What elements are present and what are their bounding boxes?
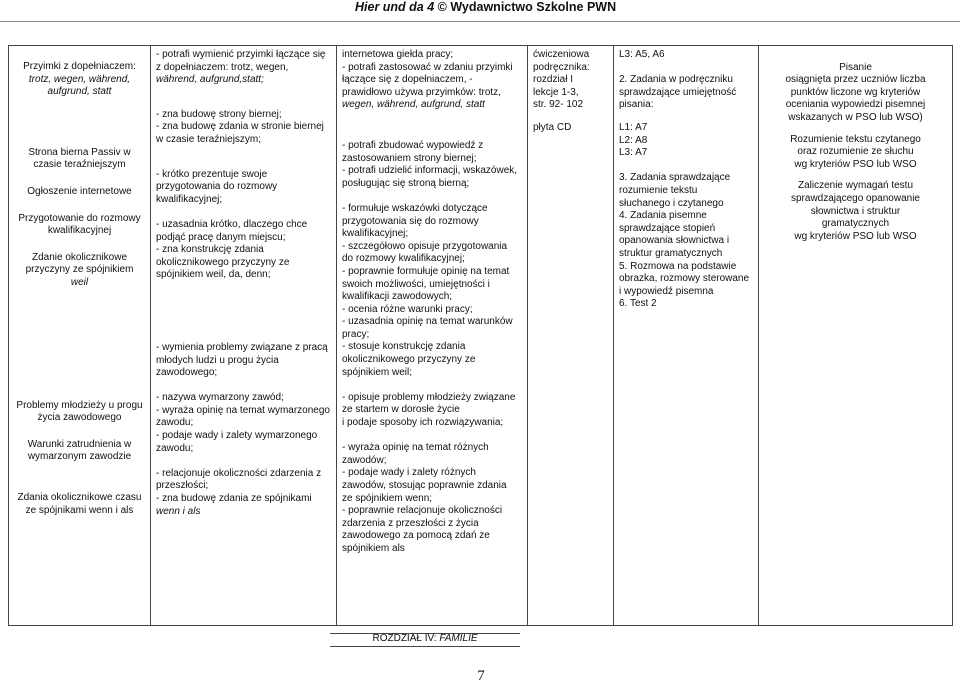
section-bar-bottom-rule — [330, 646, 520, 647]
table-row — [9, 46, 953, 626]
assessment-criteria-cell: Pisanie osiągnięta przez uczniów liczba punktów liczone wg kryteriów oceniania wypowiedzi pisemnej wskazanych w PSO lub WSO) Rozumienie tekstu czytanego oraz rozumienie ze słuchu wg kryteriów PSO lub WSO Zaliczenie wymagań testu sprawdzającego opanowanie słownictwa i struktur gramatycznych wg kryteriów PSO lub WSO — [759, 46, 953, 626]
materials-cell: ćwiczeniowa podręcznika: rozdział I lekcje 1-3, str. 92- 102 płyta CD — [528, 46, 614, 626]
topic-passive: Strona bierna Passiv w czasie teraźniejszym — [28, 146, 131, 171]
assessment-tasks-cell: L3: A5, A6 2. Zadania w podręczniku sprawdzające umiejętność pisania: L1: A7 L2: A8 L3: A7 3. Zadania sprawdzające rozumienie tekstu słuchanego i czytanego 4. Zadania pisemne sprawdzające stopień opanowania słownictwa i struktur gramatycznych 5. Rozmowa na podstawie obrazka, rozmowy sterowane i wypowiedź pisemna 6. Test 2 — [614, 46, 759, 626]
curriculum-table — [8, 45, 953, 626]
page-header — [355, 0, 616, 14]
topic-work-conditions: Warunki zatrudnienia w wymarzonym zawodzie — [27, 438, 132, 463]
header-rule — [0, 21, 960, 22]
extended-requirements-cell: internetowa giełda pracy; - potrafi zastosować w zdaniu przyimki łączące się z dopełniaczem, - prawidłowo używa przyimków: trotz, wegen, während, aufgrund, statt - potrafi zbudować wypowiedź z zastosowaniem strony biernej; - potrafi udzielić informacji, wskazówek, posługując się stroną bierną; - formułuje wskazówki dotyczące przygotowania się do rozmowy kwalifikacyjnej; - szczegółowo opisuje przygotowania do rozmowy kwalifikacyjnej; - poprawnie formułuje opinię na temat swoich możliwości, umiejętności i kwalifikacji zawodowych; - ocenia różne warunki pracy; - uzasadnia opinię na temat warunków pracy; - stosuje konstrukcję zdania okolicznikowego przyczyny ze spójnikiem weil; - opisuje problemy młodzieży związane ze startem w dorosłe życie i podaje sposoby ich rozwiązywania; - wyraża opinię na temat różnych zawodów; - podaje wady i zalety różnych zawodów, stosując poprawnie zdania ze spójnikiem wenn; - poprawnie relacjonuje okoliczności zdarzenia z przeszłości z życia zawodowego za pomocą zdań ze spójnikiem als — [337, 46, 528, 626]
topic-youth-problems: Problemy młodzieży u progu życia zawodowego — [16, 399, 143, 424]
topic-internet-ad: Ogłoszenie internetowe — [27, 185, 132, 197]
topic-weil-clause: Zdanie okolicznikowe przyczyny ze spójnikiem weil — [25, 251, 134, 288]
header-title: Hier und da 4 — [355, 0, 435, 14]
page-number: 7 — [477, 668, 485, 684]
header-publisher: © Wydawnictwo Szkolne PWN — [434, 0, 617, 14]
topic-interview-prep: Przygotowanie do rozmowy kwalifikacyjnej — [18, 212, 141, 237]
section-label: ROZDZIAŁ IV: FAMILIE — [372, 633, 478, 644]
topic-prepositions: Przyimki z dopełniaczem: trotz, wegen, während, aufgrund, statt — [23, 61, 136, 98]
topic-time-clauses: Zdania okolicznikowe czasu ze spójnikami wenn i als — [17, 491, 142, 516]
topics-cell — [9, 46, 151, 626]
basic-requirements-cell: - potrafi wymienić przyimki łączące się z dopełniaczem: trotz, wegen, während, aufgrund,statt; - zna budowę strony biernej; - zna budowę zdania w stronie biernej w czasie teraźniejszym; - krótko prezentuje swoje przygotowania do rozmowy kwalifikacyjnej; - uzasadnia krótko, dlaczego chce podjąć pracę danym miejscu; - zna konstrukcję zdania okolicznikowego przyczyny ze spójnikiem weil, da, denn; - wymienia problemy związane z pracą młodych ludzi u progu życia zawodowego; - nazywa wymarzony zawód; - wyraża opinię na temat wymarzonego zawodu; - podaje wady i zalety wymarzonego zawodu; - relacjonuje okoliczności zdarzenia z przeszłości; - zna budowę zdania ze spójnikami wenn i als — [151, 46, 337, 626]
